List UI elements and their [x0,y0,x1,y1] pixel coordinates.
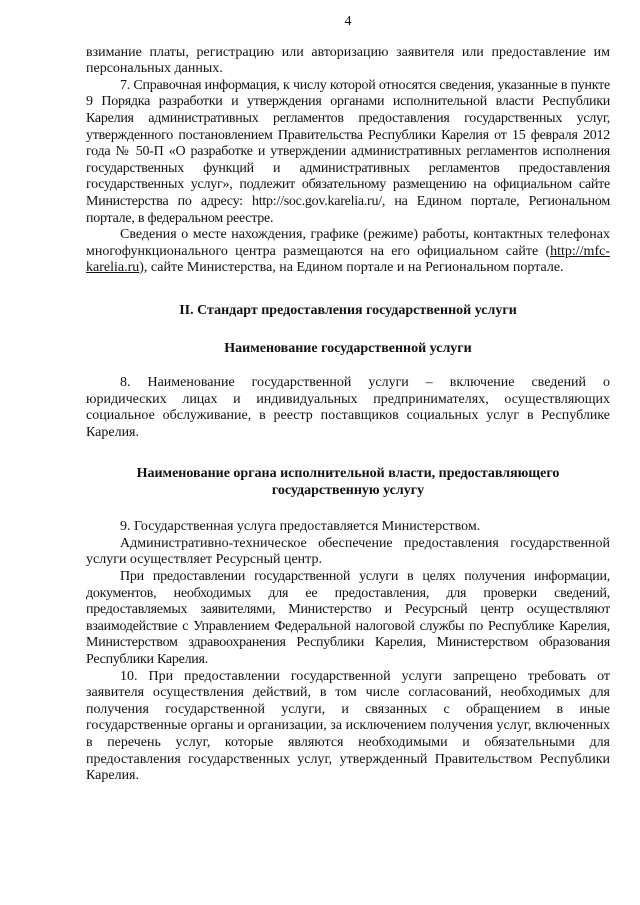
paragraph-continuation: взимание платы, регистрацию или авторизацию заявителя или предоставление им персональных данных. [86,44,610,77]
paragraph-7: 7. Справочная информация, к числу которой относятся сведения, указанные в пункте 9 Порядка разработки и утверждения органами исполнительной власти Республики Карелия административных регламентов предоставления государственных услуг, утвержденного постановлением Правительства Республики Карелия от 15 февраля 2012 года № 50-П «О разработке и утверждении административных регламентов исполнения государственных функций и административных регламентов предоставления государственных услуг», подлежит обязательному размещению на официальном сайте Министерства по адресу: http://soc.gov.karelia.ru/, на Едином портале, Региональном портале, в федеральном реестре. [86,77,610,226]
mfc-text-before: Сведения о месте нахождения, графике (режиме) работы, контактных телефонах многофункционального центра размещаются на его официальном сайте ( [86,227,610,259]
subsection-title-authority [86,465,610,499]
paragraph-9: 9. Государственная услуга предоставляется Министерством. [120,519,481,535]
page-number: 4 [344,14,352,29]
paragraph-interaction: При предоставлении государственной услуги в целях получения информации, документов, необходимых для ее предоставления, для проверки сведений, предоставляемых заявителями, Министерство и Ресурсный центр осуществляют взаимодействие с Управлением Федеральной налоговой службы по Республике Карелия, Министерством здравоохранения Республики Карелия, Министерством образования Республики Карелия. [86,569,610,668]
mfc-site-link[interactable]: http://mfc-karelia.ru [86,243,610,276]
paragraph-8: 8. Наименование государственной услуги – включение сведений о юридических лицах и индивидуальных предпринимателях, осуществляющих социальное обслуживание, в реестр поставщиков социальных услуг в Республике Карелия. [86,374,610,440]
authority-title-line-2: государственную услугу [271,483,425,499]
subsection-title-service-name: Наименование государственной услуги [224,340,472,356]
paragraph-10: 10. При предоставлении государственной услуги запрещено требовать от заявителя осуществления действий, в том числе согласований, необходимых для получения государственной услуги, и связанных с обращением в иные государственные органы и организации, за исключением получения услуг, включенных в перечень услуг, которые являются необходимыми и обязательными для предоставления государственных услуг, утвержденный Правительством Республики Карелия. [86,668,610,784]
paragraph-admin-support: Административно-техническое обеспечение предоставления государственной услуги осуществляет Ресурсный центр. [86,535,610,568]
section-title: II. Стандарт предоставления государственной услуги [179,302,517,318]
authority-title-line-1: Наименование органа исполнительной власти, предоставляющего [136,466,560,482]
paragraph-mfc-info [86,227,610,277]
mfc-text-after: ), сайте Министерства, на Едином портале и на Региональном портале. [139,260,564,276]
